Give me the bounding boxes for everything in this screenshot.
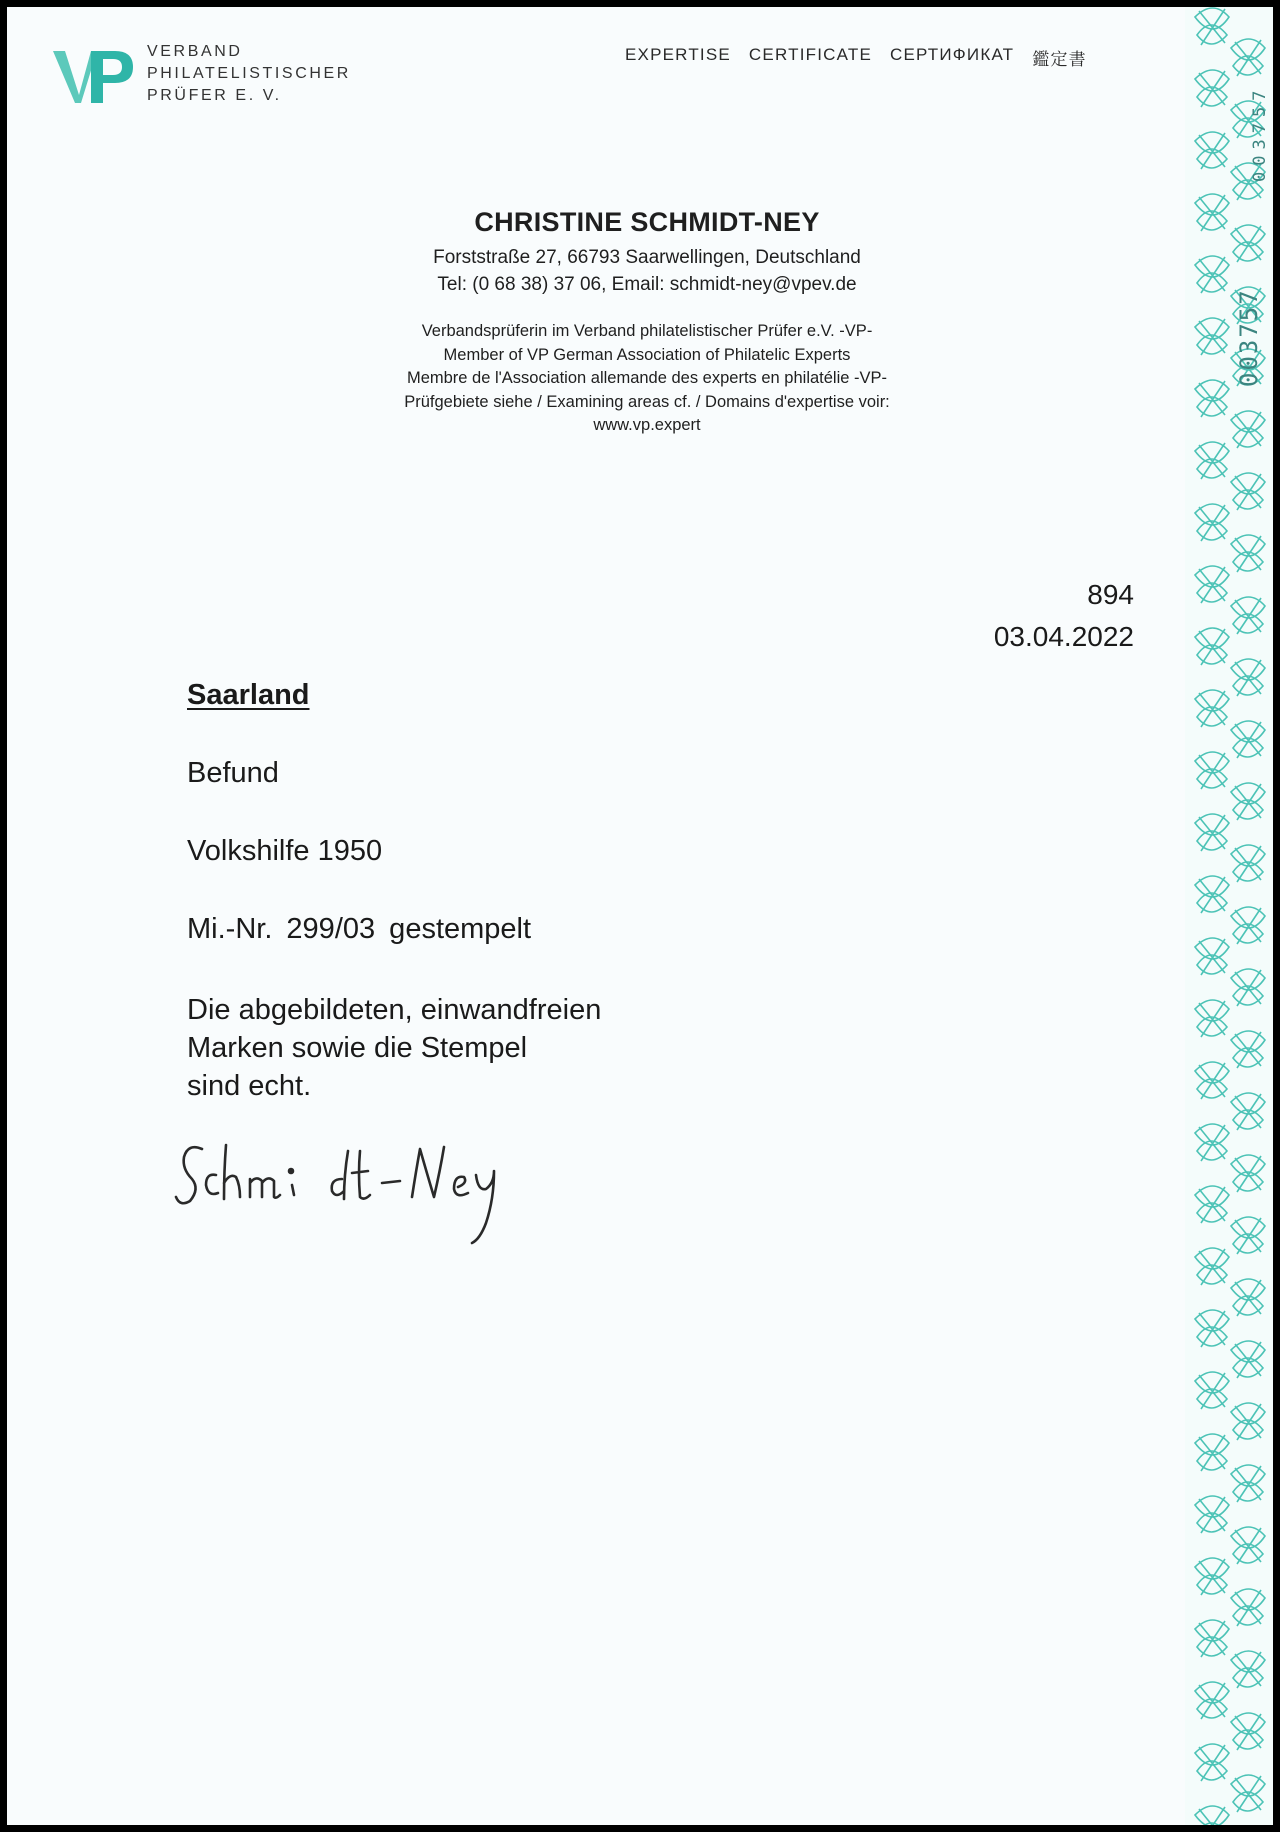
certificate-headings — [625, 45, 1145, 70]
website-link[interactable]: www.vp.expert — [593, 416, 701, 434]
heading-certificate-japanese: 鑑定書 — [1032, 50, 1087, 69]
certificate-page — [7, 7, 1273, 1825]
serial-number-small: 003757 — [1250, 84, 1270, 182]
membership-line: Membre de l'Association allemande des experts en philatélie -VP- — [406, 369, 888, 387]
stamp-issue: Volkshilfe 1950 — [187, 835, 383, 867]
security-border — [1185, 7, 1273, 1825]
expert-letterhead — [297, 207, 997, 438]
catalog-number: Mi.-Nr. 299/03 gestempelt — [187, 913, 532, 945]
statement-line: Die abgebildeten, einwandfreien — [187, 994, 602, 1026]
association-name-line: VERBAND — [147, 43, 243, 60]
certificate-number: 894 — [1087, 579, 1134, 610]
heading-certificate: CERTIFICATE — [748, 45, 872, 64]
region-heading: Saarland — [187, 679, 310, 711]
certificate-date: 03.04.2022 — [993, 621, 1134, 652]
expert-name: CHRISTINE SCHMIDT-NEY — [474, 207, 820, 237]
authenticity-statement — [187, 991, 601, 1105]
membership-line: Prüfgebiete siehe / Examining areas cf. / Domains d'expertise voir: — [404, 392, 890, 411]
expert-contact: Tel: (0 68 38) 37 06, Email: schmidt-ney@vpev.de — [437, 274, 857, 295]
statement-line: Marken sowie die Stempel — [187, 1032, 528, 1064]
membership-line: Member of VP German Association of Philatelic Experts — [443, 345, 851, 364]
association-name-line: PRÜFER E. V. — [147, 87, 282, 104]
association-name — [147, 41, 351, 107]
membership-statement — [297, 320, 997, 438]
serial-number-large: 003757 — [1235, 288, 1263, 387]
expert-address: Forststraße 27, 66793 Saarwellingen, Deutschland — [433, 247, 861, 268]
result-label: Befund — [187, 757, 279, 789]
heading-expertise: EXPERTISE — [625, 45, 731, 64]
guilloche-pattern — [1185, 7, 1273, 1825]
statement-line: sind echt. — [187, 1070, 312, 1102]
heading-certificate-russian: СЕРТИФИКАТ — [890, 45, 1015, 64]
association-name-line: PHILATELISTISCHER — [147, 65, 351, 82]
vp-logo — [51, 45, 135, 109]
expert-signature — [172, 1127, 562, 1247]
membership-line: Verbandsprüferin im Verband philatelistischer Prüfer e.V. -VP- — [421, 322, 873, 340]
